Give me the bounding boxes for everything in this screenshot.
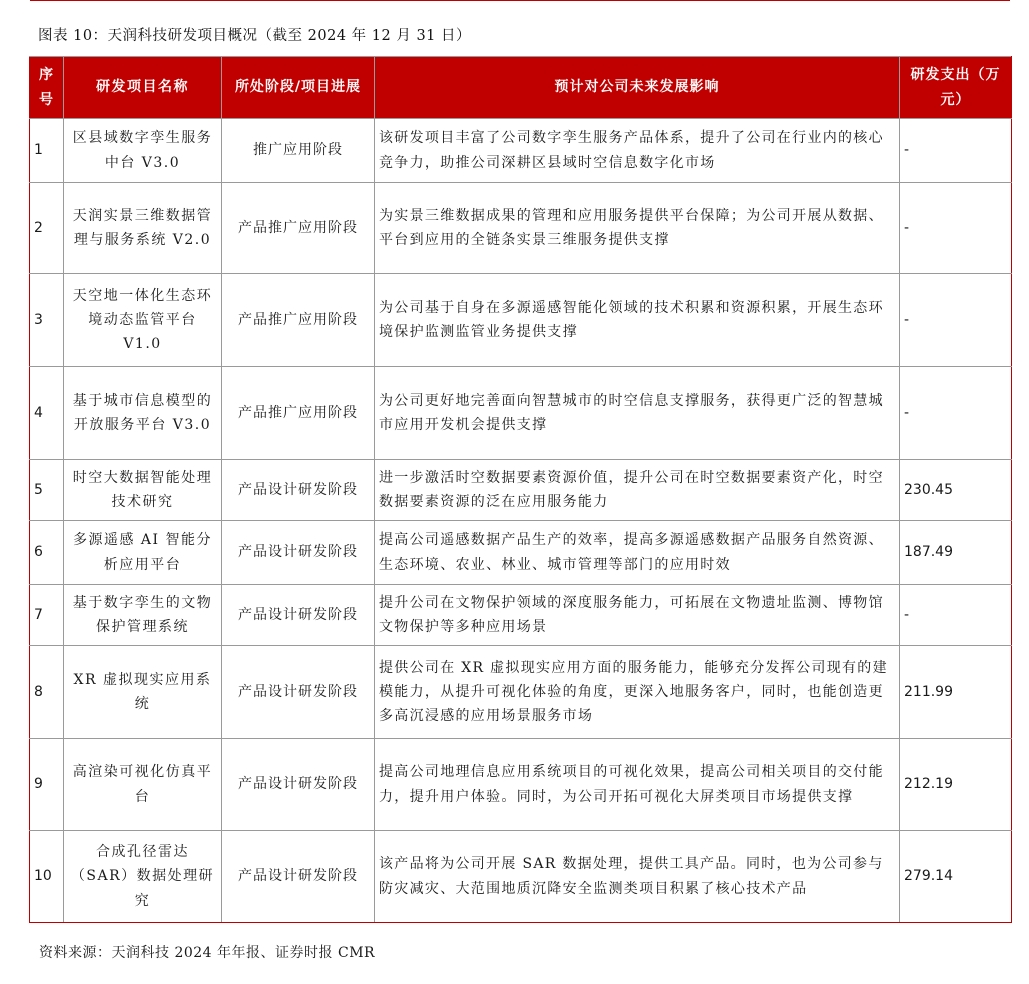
- row-cost: -: [900, 367, 1012, 460]
- row-cost: 279.14: [900, 831, 1012, 923]
- row-name: 时空大数据智能处理技术研究: [64, 460, 222, 521]
- rd-projects-table: [29, 56, 1012, 923]
- row-stage: 产品推广应用阶段: [222, 183, 375, 274]
- row-cost: 211.99: [900, 646, 1012, 739]
- row-no: 9: [30, 739, 64, 831]
- row-cost: 212.19: [900, 739, 1012, 831]
- row-no: 10: [30, 831, 64, 923]
- row-cost: -: [900, 585, 1012, 646]
- row-impact: 该研发项目丰富了公司数字孪生服务产品体系，提升了公司在行业内的核心竞争力，助推公司深耕区县域时空信息数字化市场: [375, 119, 900, 183]
- row-impact: 提供公司在 XR 虚拟现实应用方面的服务能力，能够充分发挥公司现有的建模能力，从提升可视化体验的角度，更深入地服务客户，同时，也能创造更多高沉浸感的应用场景服务市场: [375, 646, 900, 739]
- table-row: [30, 831, 1012, 923]
- row-stage: 产品设计研发阶段: [222, 521, 375, 585]
- table-header-row: [30, 57, 1012, 119]
- table-row: [30, 183, 1012, 274]
- row-cost: -: [900, 183, 1012, 274]
- row-impact: 提高公司遥感数据产品生产的效率，提高多源遥感数据产品服务自然资源、生态环境、农业、林业、城市管理等部门的应用时效: [375, 521, 900, 585]
- row-no: 8: [30, 646, 64, 739]
- row-impact: 为实景三维数据成果的管理和应用服务提供平台保障；为公司开展从数据、平台到应用的全链条实景三维服务提供支撑: [375, 183, 900, 274]
- source-note: 资料来源：天润科技 2024 年年报、证券时报 CMR: [39, 945, 376, 961]
- row-stage: 产品推广应用阶段: [222, 274, 375, 367]
- table-row: [30, 119, 1012, 183]
- table-row: [30, 646, 1012, 739]
- table-row: [30, 585, 1012, 646]
- row-name: 基于数字孪生的文物保护管理系统: [64, 585, 222, 646]
- header-name: 研发项目名称: [64, 57, 222, 119]
- table-row: [30, 739, 1012, 831]
- row-no: 1: [30, 119, 64, 183]
- row-stage: 产品推广应用阶段: [222, 367, 375, 460]
- row-impact: 该产品将为公司开展 SAR 数据处理，提供工具产品。同时，也为公司参与防灾减灾、大范围地质沉降安全监测类项目积累了核心技术产品: [375, 831, 900, 923]
- row-name: 区县域数字孪生服务中台 V3.0: [64, 119, 222, 183]
- row-impact: 提高公司地理信息应用系统项目的可视化效果，提高公司相关项目的交付能力，提升用户体验。同时，为公司开拓可视化大屏类项目市场提供支撑: [375, 739, 900, 831]
- table-title: 图表 10：天润科技研发项目概况（截至 2024 年 12 月 31 日）: [38, 28, 472, 44]
- row-stage: 产品设计研发阶段: [222, 646, 375, 739]
- row-name: XR 虚拟现实应用系统: [64, 646, 222, 739]
- row-no: 7: [30, 585, 64, 646]
- row-impact: 进一步激活时空数据要素资源价值，提升公司在时空数据要素资产化，时空数据要素资源的泛在应用服务能力: [375, 460, 900, 521]
- row-no: 3: [30, 274, 64, 367]
- row-no: 2: [30, 183, 64, 274]
- row-cost: 230.45: [900, 460, 1012, 521]
- row-name: 高渲染可视化仿真平台: [64, 739, 222, 831]
- row-stage: 产品设计研发阶段: [222, 585, 375, 646]
- title-bar: [30, 0, 1010, 56]
- row-impact: 提升公司在文物保护领域的深度服务能力，可拓展在文物遗址监测、博物馆文物保护等多种应用场景: [375, 585, 900, 646]
- row-name: 合成孔径雷达（SAR）数据处理研究: [64, 831, 222, 923]
- row-cost: 187.49: [900, 521, 1012, 585]
- row-stage: 推广应用阶段: [222, 119, 375, 183]
- row-name: 多源遥感 AI 智能分析应用平台: [64, 521, 222, 585]
- row-name: 基于城市信息模型的开放服务平台 V3.0: [64, 367, 222, 460]
- row-stage: 产品设计研发阶段: [222, 460, 375, 521]
- row-impact: 为公司更好地完善面向智慧城市的时空信息支撑服务，获得更广泛的智慧城市应用开发机会提供支撑: [375, 367, 900, 460]
- table-row: [30, 460, 1012, 521]
- table-row: [30, 367, 1012, 460]
- header-no: 序号: [30, 57, 64, 119]
- row-stage: 产品设计研发阶段: [222, 831, 375, 923]
- row-name: 天空地一体化生态环境动态监管平台 V1.0: [64, 274, 222, 367]
- row-stage: 产品设计研发阶段: [222, 739, 375, 831]
- table-row: [30, 274, 1012, 367]
- header-impact: 预计对公司未来发展影响: [375, 57, 900, 119]
- row-no: 4: [30, 367, 64, 460]
- header-cost: 研发支出（万元）: [900, 57, 1012, 119]
- row-name: 天润实景三维数据管理与服务系统 V2.0: [64, 183, 222, 274]
- header-stage: 所处阶段/项目进展: [222, 57, 375, 119]
- table-row: [30, 521, 1012, 585]
- row-cost: -: [900, 274, 1012, 367]
- row-no: 5: [30, 460, 64, 521]
- row-impact: 为公司基于自身在多源遥感智能化领域的技术积累和资源积累，开展生态环境保护监测监管业务提供支撑: [375, 274, 900, 367]
- row-no: 6: [30, 521, 64, 585]
- row-cost: -: [900, 119, 1012, 183]
